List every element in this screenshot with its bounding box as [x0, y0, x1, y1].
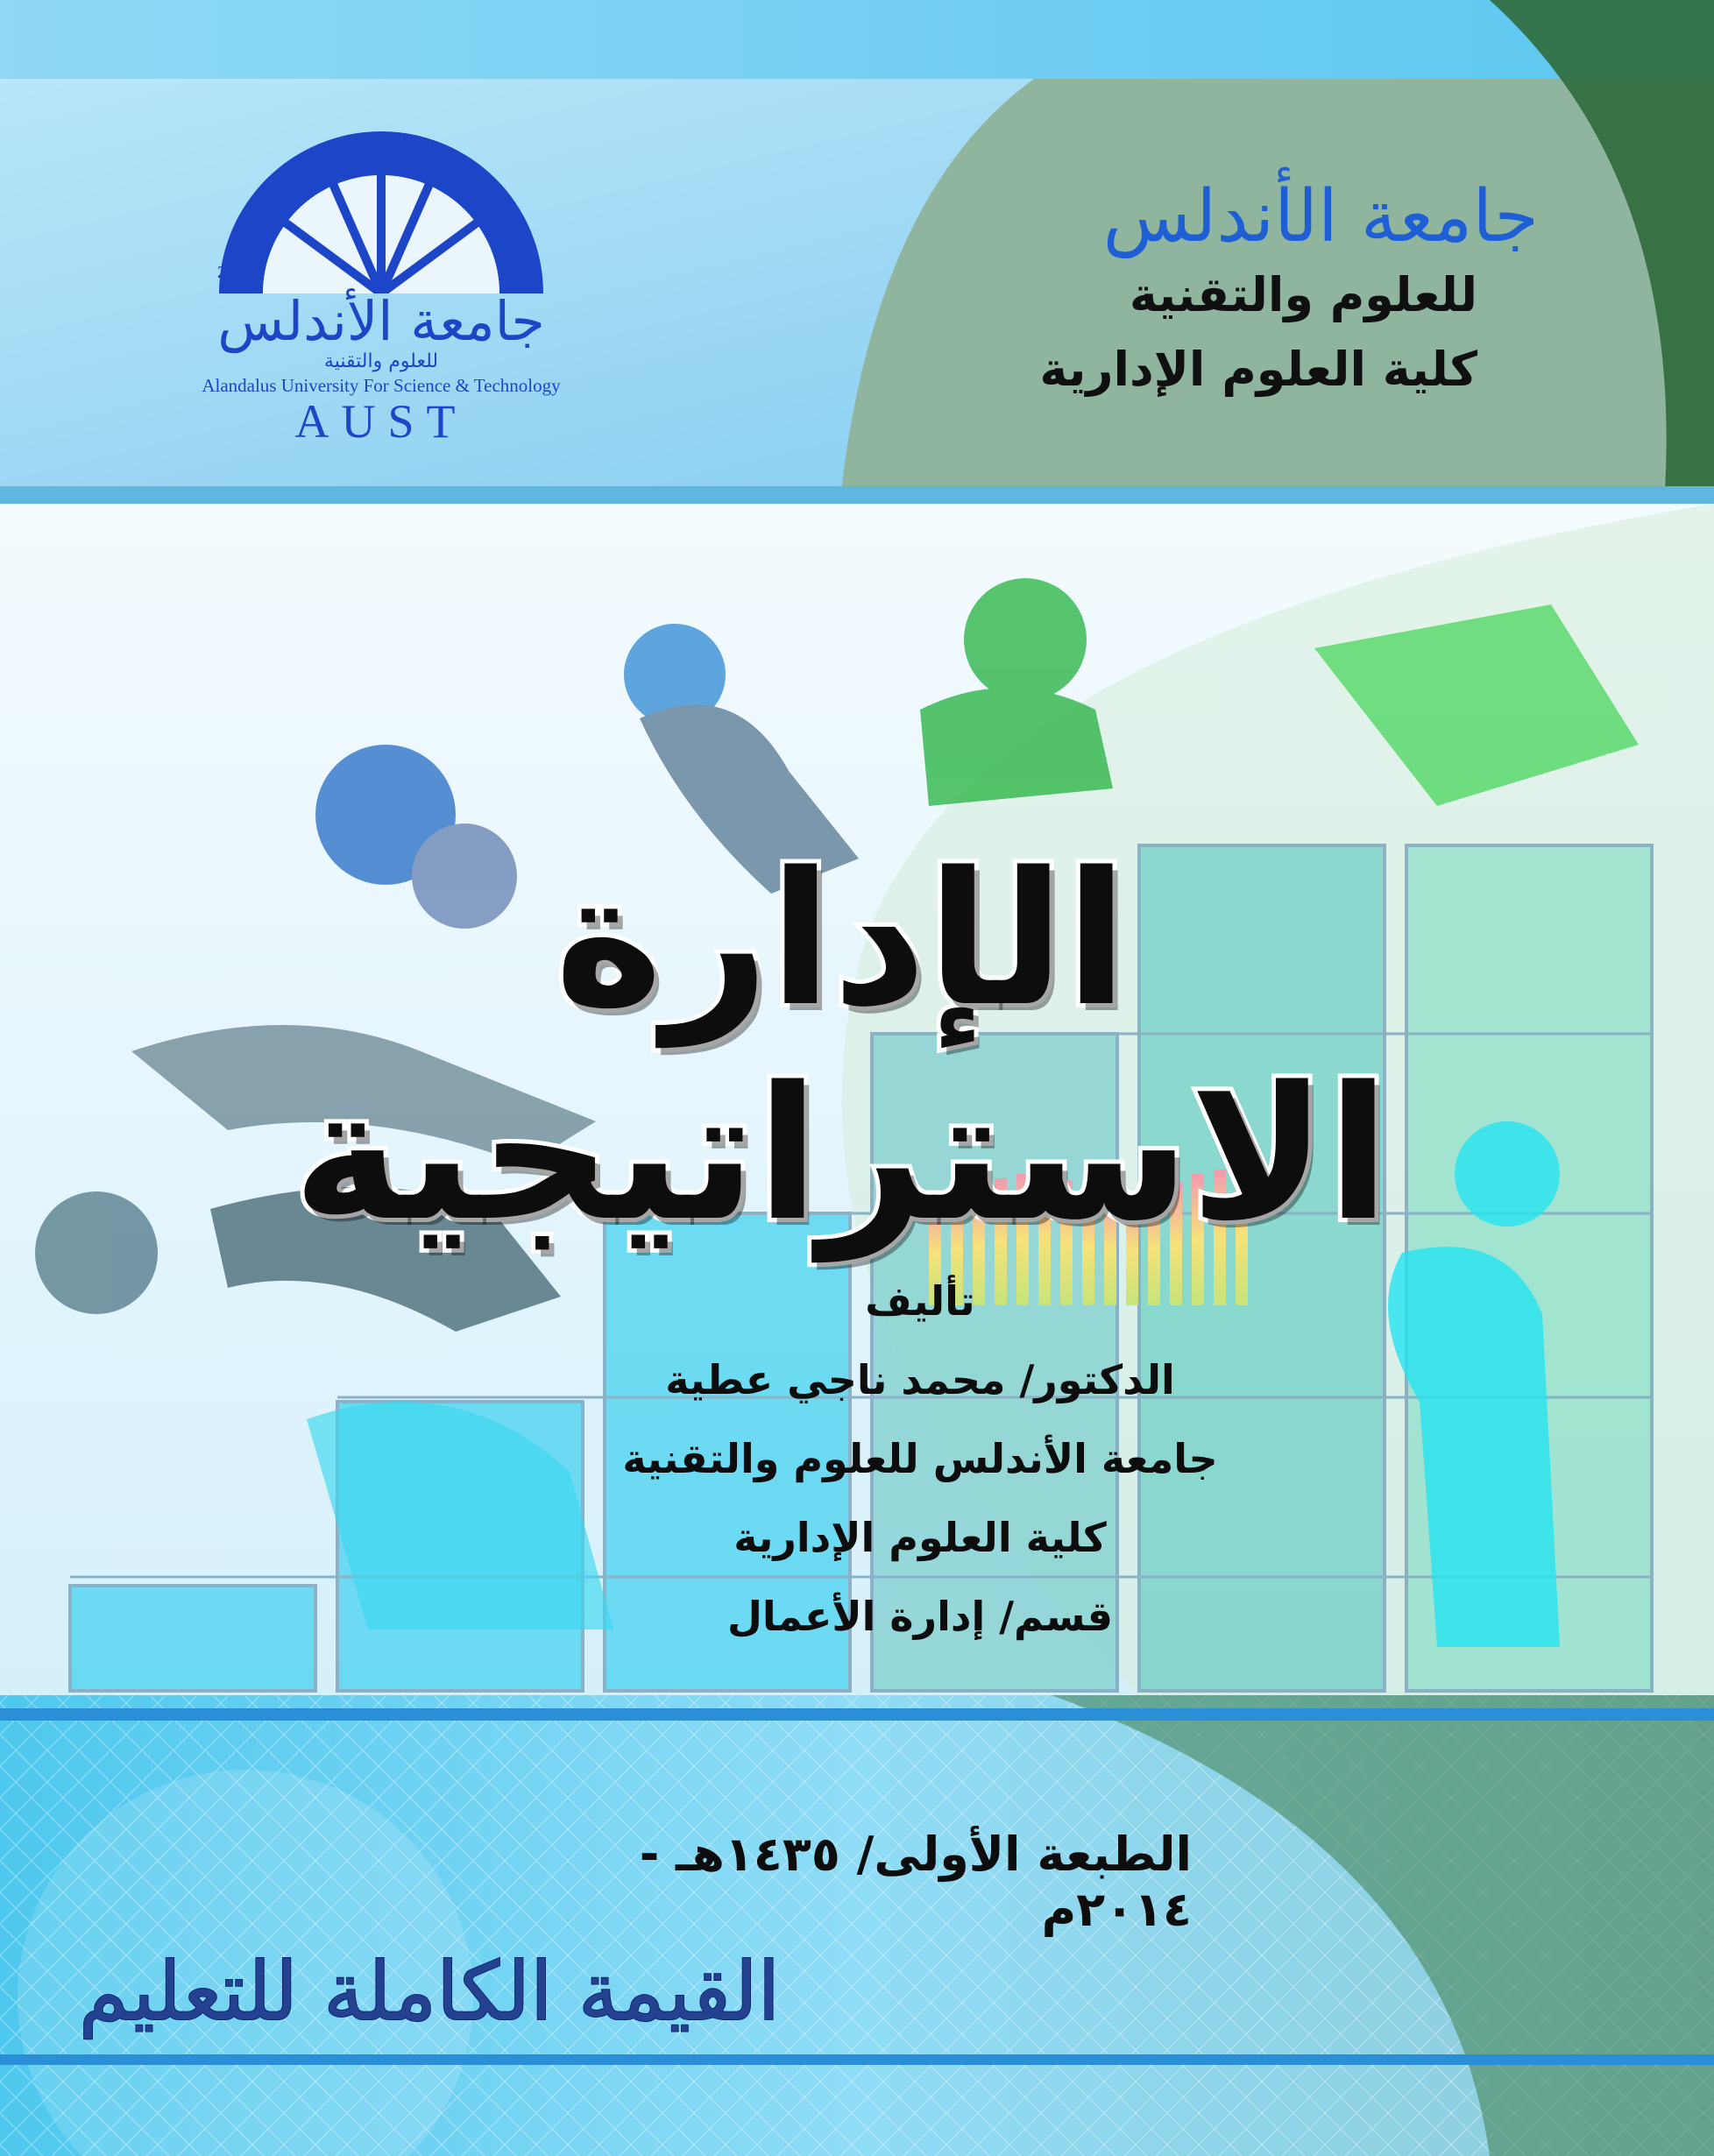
logo-subtitle-ar: للعلوم والتقنية: [323, 350, 439, 372]
university-name: جامعة الأندلس: [1102, 175, 1539, 258]
slogan: القيمة الكاملة للتعليم: [78, 1945, 781, 2039]
author-block: [613, 1262, 1227, 1656]
logo-year-hijri: ١٤٢٤: [504, 265, 542, 284]
author-department: قسم/ إدارة الأعمال: [726, 1593, 1114, 1640]
logo-name-en: Alandalus University For Science & Technology: [202, 375, 561, 396]
university-subtitle: للعلوم والتقنية: [1129, 267, 1477, 322]
edition-line: الطبعة الأولى/ ١٤٣٥هـ - ٢٠١٤م: [639, 1827, 1192, 1937]
author-name: الدكتور/ محمد ناجي عطية: [665, 1356, 1175, 1403]
college-name: كلية العلوم الإدارية: [1039, 342, 1477, 397]
logo-name-ar: جامعة الأندلس: [217, 289, 545, 353]
author-label: تأليف: [865, 1277, 975, 1325]
logo-year-gregorian: 2003: [217, 263, 252, 282]
book-title: الإدارة الاستراتيجية: [292, 832, 1391, 1262]
logo-acronym: AUST: [294, 395, 468, 448]
logo-arch-icon: [210, 123, 552, 293]
author-college: كلية العلوم الإدارية: [733, 1514, 1107, 1561]
author-university: جامعة الأندلس للعلوم والتقنية: [622, 1435, 1218, 1482]
